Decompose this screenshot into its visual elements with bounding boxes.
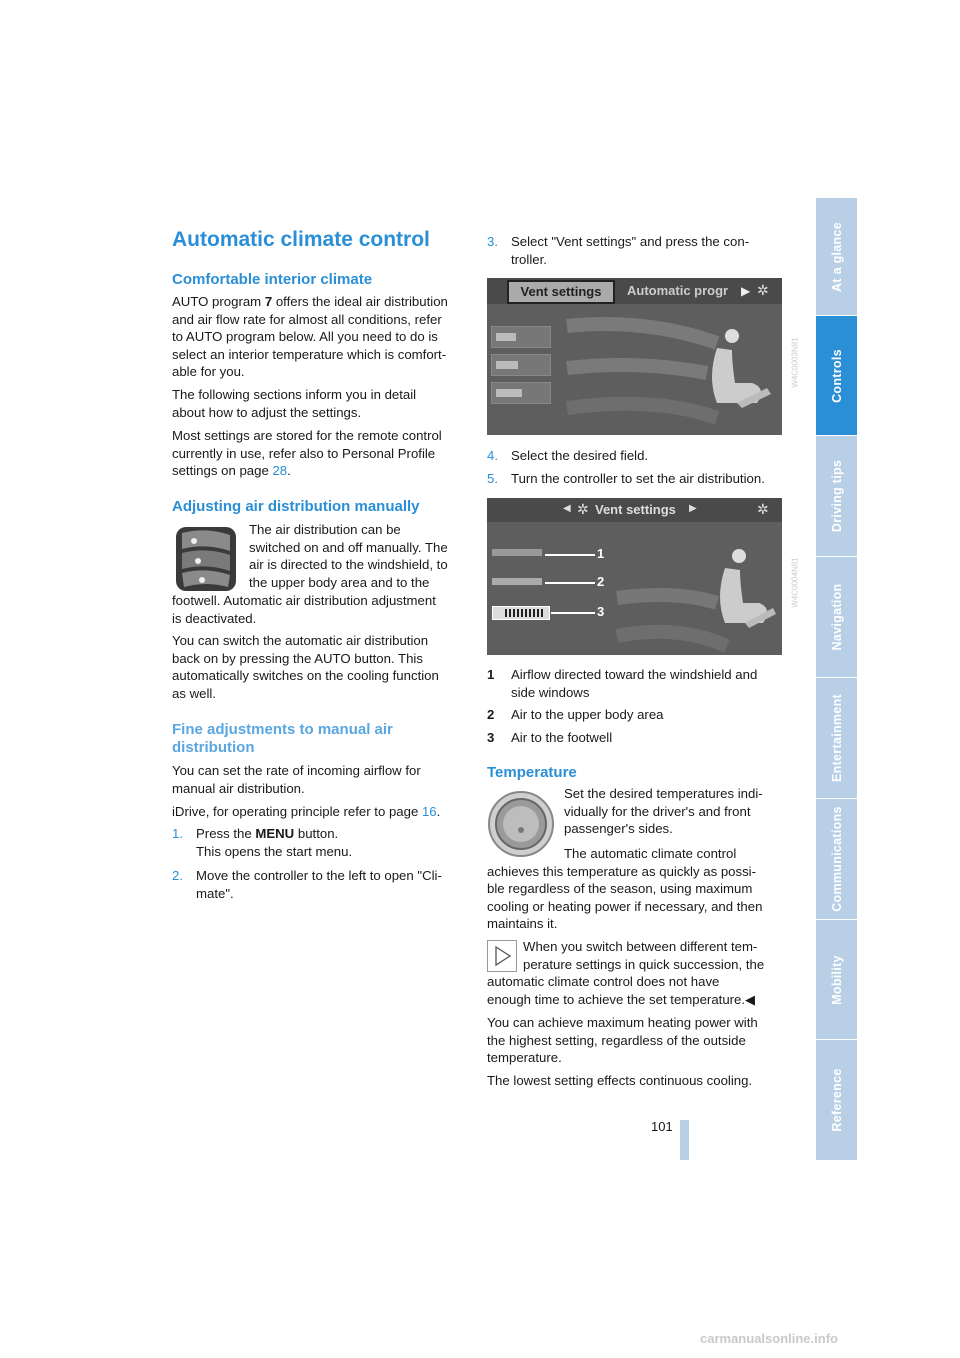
tab-label: Navigation	[829, 583, 844, 651]
text-span: 7	[264, 294, 273, 309]
footwell-field[interactable]	[491, 382, 551, 404]
text-line: and air flow rate for almost all conditions, refer	[172, 311, 442, 327]
text-line: Move the controller to the left to open "Cli-	[196, 868, 442, 883]
arrow-right-icon: ▶	[689, 503, 697, 514]
arrow-left-icon: ◀	[563, 503, 571, 514]
step-number: 5.	[487, 471, 498, 486]
list-item-step-3	[487, 233, 782, 269]
fan-icon: ✲	[757, 501, 769, 517]
paragraph-idrive	[172, 803, 467, 821]
list-item-step-2	[172, 867, 467, 903]
heading-air-distribution-manual: Adjusting air distribution manually	[172, 498, 420, 515]
windshield-level-bar[interactable]	[492, 549, 542, 556]
tab-communications[interactable]	[816, 799, 857, 920]
paragraph-sections	[172, 386, 467, 421]
text-line: mate".	[196, 885, 234, 901]
paragraph-lowest-setting: The lowest setting effects continuous cooling.	[487, 1073, 753, 1088]
page-number: 101	[651, 1119, 673, 1134]
tab-label: Entertainment	[829, 694, 844, 782]
legend-item-1	[487, 666, 787, 702]
list-item-step-1	[172, 825, 467, 861]
callout-label-1: 1	[597, 546, 605, 561]
text-line: manual air distribution.	[172, 780, 305, 796]
vent-settings-tab[interactable]: Vent settings	[507, 280, 615, 304]
text-line: is deactivated.	[172, 610, 257, 626]
text-line: The automatic climate control	[564, 846, 737, 861]
callout-line	[545, 554, 595, 556]
screen-title: Vent settings	[595, 502, 676, 517]
automatic-program-tab[interactable]: Automatic progr	[627, 283, 729, 298]
tab-label: Controls	[829, 348, 844, 403]
text-line: select an interior temperature which is comfort-	[172, 346, 447, 362]
legend-number: 3	[487, 730, 495, 745]
list-item-step-5	[487, 470, 787, 488]
page-link[interactable]: 16	[421, 804, 437, 819]
text-line: the highest setting, regardless of the outside	[487, 1032, 746, 1048]
callout-line	[551, 612, 595, 614]
text-line: troller.	[511, 251, 547, 267]
text-line: about how to adjust the settings.	[172, 404, 362, 420]
upper-body-level-bar[interactable]	[492, 578, 542, 585]
text-line: You can switch the automatic air distribution	[172, 633, 429, 648]
tab-navigation[interactable]	[816, 557, 857, 678]
step-number: 1.	[172, 826, 183, 841]
text-line	[172, 293, 467, 311]
legend-number: 1	[487, 667, 495, 682]
paragraph-remote-settings	[172, 427, 467, 480]
paragraph-max-heating	[487, 1014, 787, 1067]
text-line: You can set the rate of incoming airflow for	[172, 763, 421, 778]
text-span: Press the	[196, 826, 256, 841]
callout-label-3: 3	[597, 604, 605, 619]
heading-line: distribution	[172, 739, 255, 756]
tab-reference[interactable]	[816, 1040, 857, 1161]
paragraph-automatic-climate	[487, 845, 787, 933]
step-number: 4.	[487, 448, 498, 463]
legend-number: 2	[487, 707, 495, 722]
text-line: This opens the start menu.	[196, 843, 353, 859]
figure-code: W4C0004N81	[790, 557, 800, 608]
page-marker-bar	[680, 1120, 689, 1160]
text-line: Most settings are stored for the remote control	[172, 428, 442, 443]
text-line: achieves this temperature as quickly as possi-	[487, 863, 756, 879]
tab-label: Reference	[829, 1068, 844, 1132]
page-link[interactable]: 28	[272, 463, 288, 479]
text-line: automatically switches on the cooling function	[172, 668, 439, 684]
step-number: 2.	[172, 868, 183, 883]
legend-item-2	[487, 706, 787, 724]
text-line: You can achieve maximum heating power with	[487, 1015, 758, 1030]
text-line: air is directed to the windshield, to	[249, 557, 448, 573]
text-line: passenger's sides.	[564, 821, 673, 837]
page-title: Automatic climate control	[172, 228, 430, 251]
fan-icon: ✲	[757, 282, 769, 298]
text-span: iDrive, for operating principle refer to page	[172, 804, 422, 819]
text-line: switched on and off manually. The	[249, 539, 448, 555]
list-item-step-4	[487, 447, 782, 465]
tab-at-a-glance[interactable]	[816, 198, 857, 316]
tab-mobility[interactable]	[816, 920, 857, 1040]
tab-label: Communications	[829, 806, 844, 912]
text-line: Select "Vent settings" and press the con-	[511, 234, 750, 249]
text-line: the upper body area and to the	[249, 574, 430, 590]
paragraph-auto-program	[172, 293, 467, 381]
callout-line	[545, 582, 595, 584]
text-span: offers the ideal air distribution	[272, 294, 448, 309]
step-number: 3.	[487, 234, 498, 249]
tab-entertainment[interactable]	[816, 678, 857, 799]
watermark: carmanualsonline.info	[700, 1331, 838, 1346]
text-line: ble regardless of the season, using maximum	[487, 881, 753, 897]
text-line	[196, 825, 352, 843]
paragraph-air-distribution-2	[172, 592, 467, 627]
text-line: The air distribution can be	[249, 522, 401, 537]
paragraph-set-temperature	[564, 785, 784, 838]
tab-label: At a glance	[829, 221, 844, 292]
callout-label-2: 2	[597, 574, 605, 589]
paragraph-airflow-rate	[172, 762, 467, 797]
vent-settings-screen-1	[487, 278, 800, 435]
figure-code: W4C0003N81	[790, 337, 800, 388]
text-line: currently in use, refer also to Personal Profile	[172, 445, 436, 461]
text-line: vidually for the driver's and front	[564, 803, 751, 819]
note-paragraph	[487, 938, 787, 1008]
text-line	[172, 462, 467, 480]
tab-driving-tips[interactable]	[816, 436, 857, 557]
seat-airflow-illustration	[617, 528, 777, 655]
heading-line: Fine adjustments to manual air	[172, 721, 393, 738]
tab-label: Mobility	[829, 954, 844, 1005]
fan-icon: ✲	[577, 501, 589, 517]
text-line: perature settings in quick succession, the	[523, 956, 765, 972]
text-line: side windows	[511, 684, 590, 700]
text-line: maintains it.	[487, 916, 558, 932]
text-line: temperature.	[487, 1050, 562, 1066]
step-text	[511, 233, 749, 268]
text-line: enough time to achieve the set temperature.◀	[487, 991, 756, 1007]
legend-text	[511, 666, 757, 701]
heading-temperature: Temperature	[487, 764, 577, 781]
text-span: .	[287, 463, 291, 479]
text-line: automatic climate control does not have	[487, 974, 720, 990]
paragraph-auto-button	[172, 632, 467, 702]
text-line: Set the desired temperatures indi-	[564, 786, 763, 801]
text-line: When you switch between different tem-	[523, 939, 758, 954]
text-span: AUTO program	[172, 294, 265, 309]
legend-text: Air to the footwell	[511, 730, 613, 745]
tab-controls[interactable]	[816, 316, 857, 436]
text-line: Airflow directed toward the windshield and	[511, 667, 758, 682]
vent-settings-screen-2	[487, 498, 800, 655]
text-line: to AUTO program below. All you need to do is	[172, 329, 438, 345]
legend-text: Air to the upper body area	[511, 707, 664, 722]
arrow-right-icon: ▶	[741, 284, 751, 298]
text-line: The following sections inform you in detail	[172, 387, 417, 402]
text-line: as well.	[172, 685, 216, 701]
text-line: footwell. Automatic air distribution adjustment	[172, 593, 436, 608]
text-line: able for you.	[172, 364, 245, 380]
text-span: button.	[294, 826, 339, 841]
heading-comfortable-climate: Comfortable interior climate	[172, 271, 373, 288]
air-distribution-buttons-image	[172, 525, 240, 593]
text-line: back on by pressing the AUTO button. This	[172, 650, 423, 666]
windshield-field[interactable]	[491, 326, 551, 348]
heading-fine-adjustments	[172, 721, 393, 757]
text-line: cooling or heating power if necessary, and then	[487, 898, 763, 914]
text-span: .	[436, 804, 441, 819]
menu-key-label: MENU	[255, 826, 295, 841]
legend-item-3	[487, 729, 787, 747]
footwell-level-bar[interactable]	[492, 606, 550, 620]
step-text: Select the desired field.	[511, 448, 649, 463]
paragraph-air-distribution-1	[249, 521, 469, 591]
step-text	[196, 867, 442, 902]
step-text	[196, 825, 352, 860]
seat-airflow-illustration	[557, 308, 782, 435]
tab-label: Driving tips	[829, 459, 844, 533]
text-span: settings on page	[172, 463, 273, 479]
upper-body-field[interactable]	[491, 354, 551, 376]
step-text: Turn the controller to set the air distribution.	[511, 471, 765, 486]
